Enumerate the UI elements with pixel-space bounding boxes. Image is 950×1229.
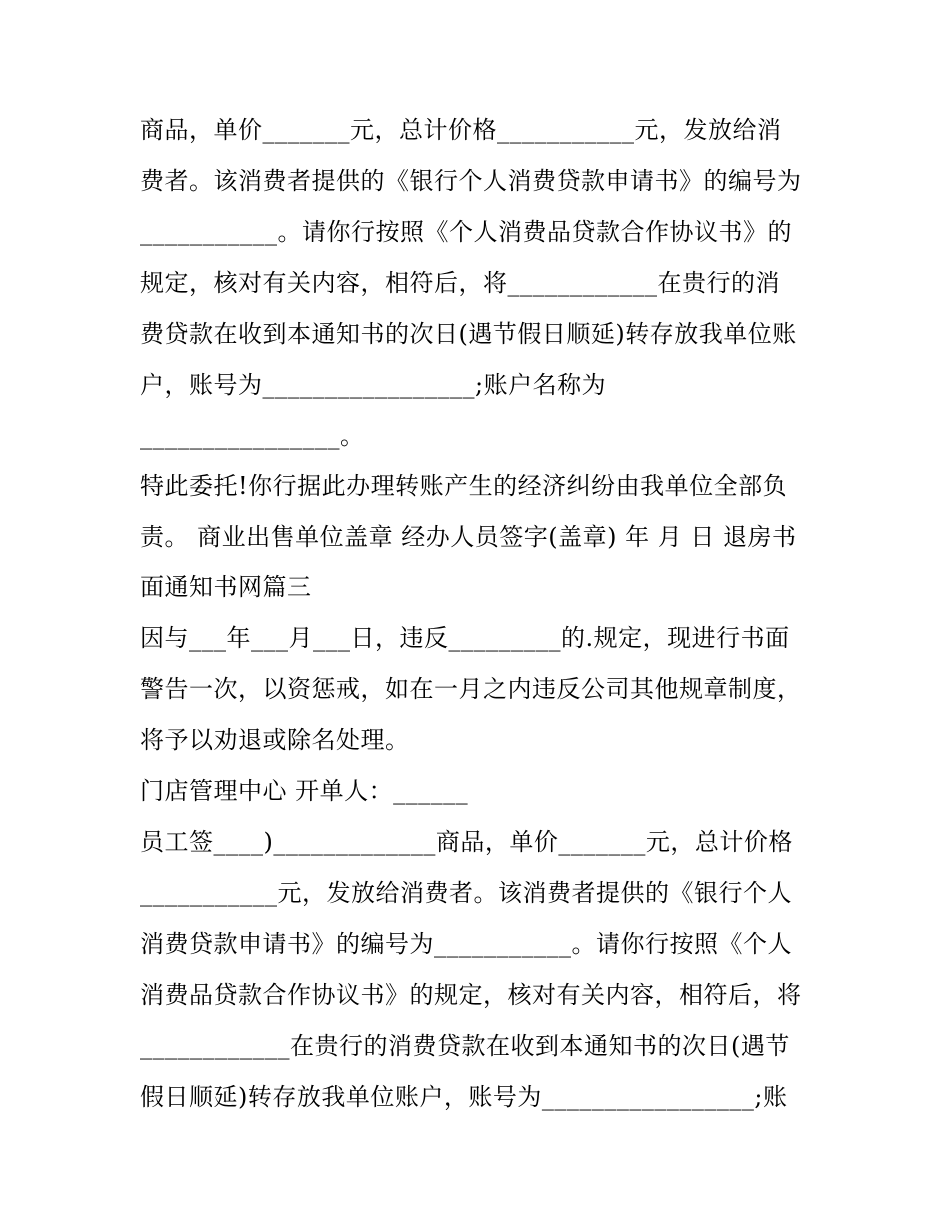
text-line-16: ___________元，发放给消费者。该消费者提供的《银行个人 [140, 879, 792, 907]
text-line-20: 假日顺延)转存放我单位账户，账号为_________________;账 [140, 1083, 788, 1111]
text-line-10: 面通知书网篇三 [140, 573, 312, 601]
text-line-2: 费者。该消费者提供的《银行个人消费贷款申请书》的编号为 [140, 167, 802, 195]
text-line-8: 特此委托!你行据此办理转账产生的经济纠纷由我单位全部负 [140, 472, 788, 500]
text-line-5: 费贷款在收到本通知书的次日(遇节假日顺延)转存放我单位账 [140, 320, 797, 348]
text-line-4: 规定，核对有关内容，相符后，将____________在贵行的消 [140, 269, 780, 297]
text-line-14: 门店管理中心 开单人：______ [140, 777, 469, 805]
text-line-15: 员工签____)_____________商品，单价_______元，总计价格 [140, 828, 793, 856]
text-line-9: 责。 商业出售单位盖章 经办人员签字(盖章) 年 月 日 退房书 [140, 523, 797, 551]
text-line-19: ____________在贵行的消费贷款在收到本通知书的次日(遇节 [140, 1032, 790, 1060]
text-line-18: 消费品贷款合作协议书》的规定，核对有关内容，相符后，将 [140, 981, 802, 1009]
text-line-17: 消费贷款申请书》的编号为___________。请你行按照《个人 [140, 930, 792, 958]
text-line-3: ___________。请你行按照《个人消费品贷款合作协议书》的 [140, 218, 792, 246]
text-line-6: 户，账号为_________________;账户名称为 [140, 371, 607, 399]
text-line-12: 警告一次，以资惩戒，如在一月之内违反公司其他规章制度， [140, 675, 802, 703]
text-line-7: ________________。 [140, 422, 365, 450]
text-line-11: 因与___年___月___日，违反_________的.规定，现进行书面 [140, 624, 790, 652]
text-line-1: 商品，单价_______元，总计价格___________元，发放给消 [140, 116, 782, 144]
text-line-13: 将予以劝退或除名处理。 [140, 726, 410, 754]
